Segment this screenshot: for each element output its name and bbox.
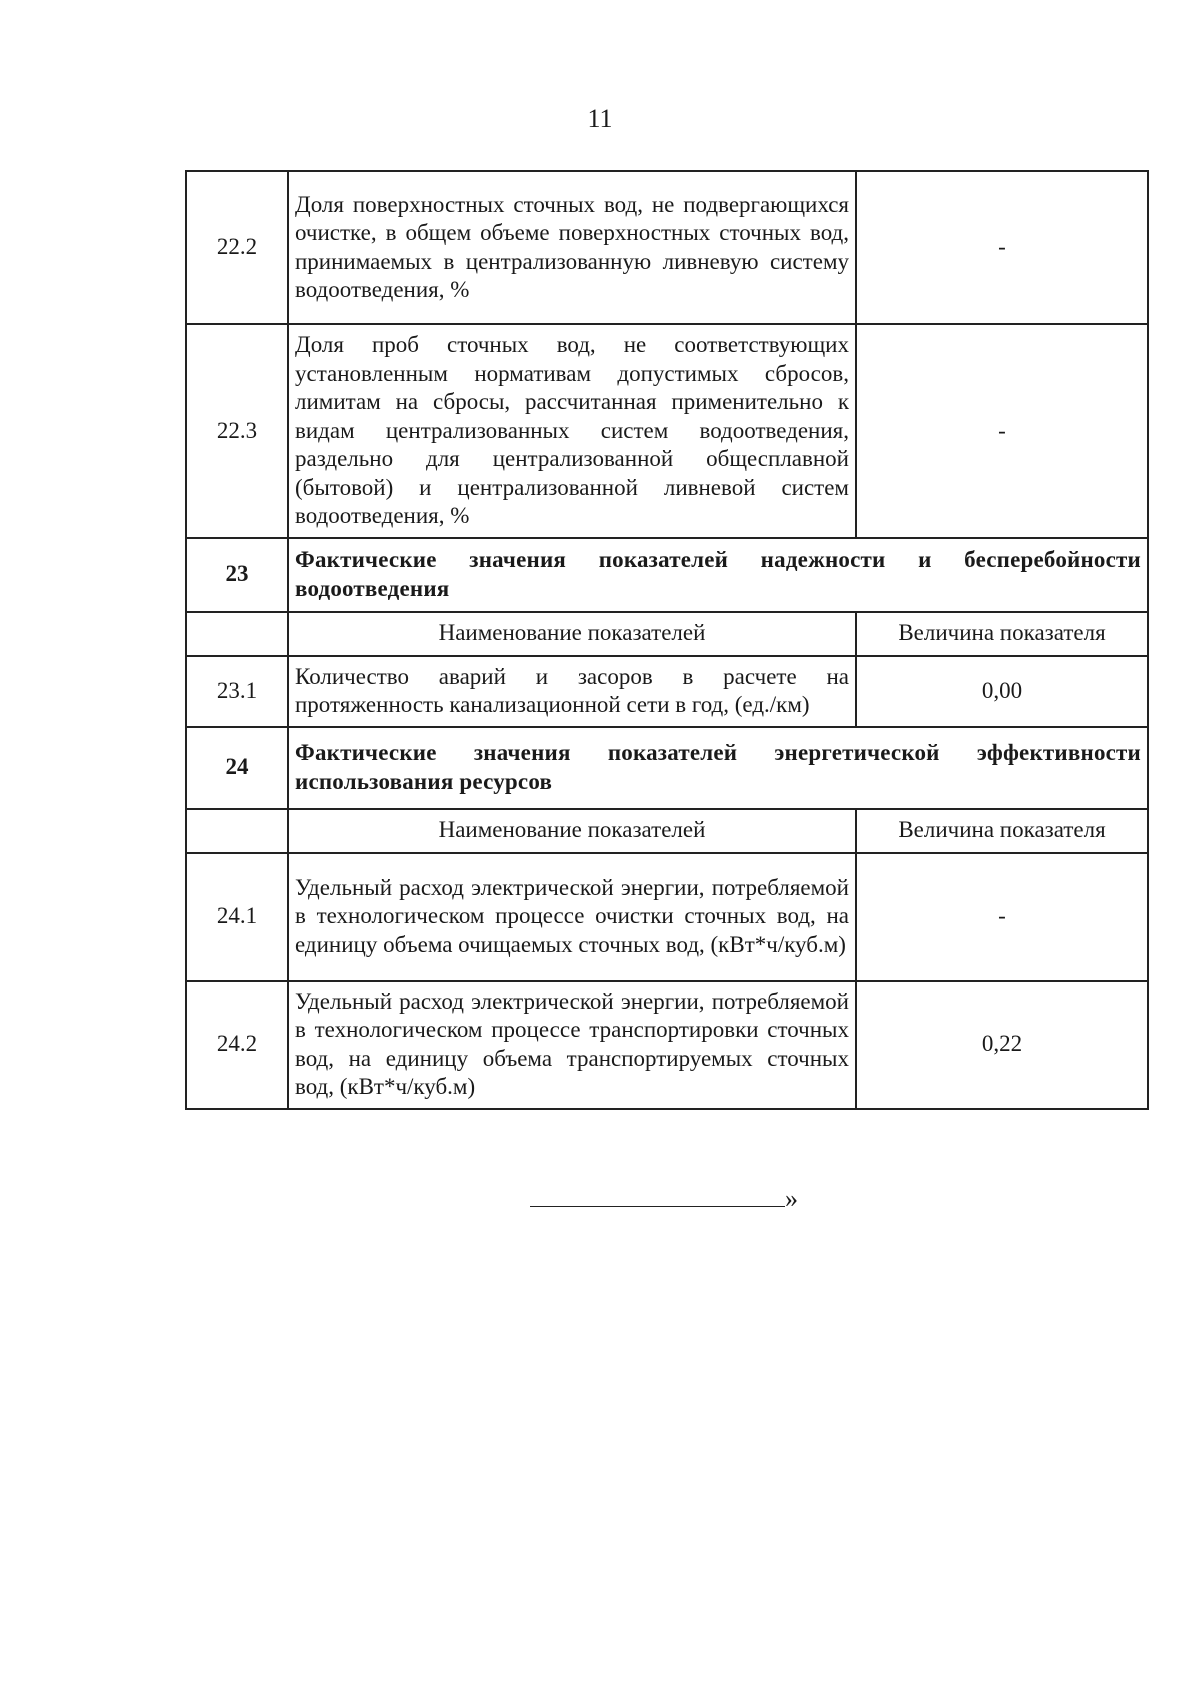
column-header-name: Наименование показателей — [288, 809, 856, 853]
header-row — [186, 809, 1148, 853]
indicators-table — [185, 170, 1149, 1110]
indicator-name: Доля поверхностных сточных вод, не подвергающихся очистке, в общем объеме поверхностных сточных вод, принимаемых в централизованную ливневую систему водоотведения, % — [288, 171, 856, 324]
indicator-name: Удельный расход электрической энергии, потребляемой в технологическом процессе очистки сточных вод, на единицу объема очищаемых сточных вод, (кВт*ч/куб.м) — [288, 853, 856, 981]
indicator-value: - — [856, 171, 1148, 324]
row-number: 23.1 — [186, 656, 288, 727]
row-number: 24.2 — [186, 981, 288, 1109]
empty-cell — [186, 612, 288, 656]
section-row — [186, 727, 1148, 809]
section-number: 23 — [186, 538, 288, 612]
column-header-value: Величина показателя — [856, 809, 1148, 853]
page-number: 11 — [587, 104, 613, 133]
indicator-value: - — [856, 324, 1148, 538]
header-row — [186, 612, 1148, 656]
indicator-name: Удельный расход электрической энергии, потребляемой в технологическом процессе транспортировки сточных вод, на единицу объема транспортируемых сточных вод, (кВт*ч/куб.м) — [288, 981, 856, 1109]
row-number: 22.2 — [186, 171, 288, 324]
row-number: 22.3 — [186, 324, 288, 538]
section-row — [186, 538, 1148, 612]
column-header-name: Наименование показателей — [288, 612, 856, 656]
indicator-value: - — [856, 853, 1148, 981]
indicator-value: 0,00 — [856, 656, 1148, 727]
indicator-name: Количество аварий и засоров в расчете на протяженность канализационной сети в год, (ед./км) — [288, 656, 856, 727]
section-title: Фактические значения показателей надежности и бесперебойности водоотведения — [288, 538, 1148, 612]
closing-mark — [530, 1184, 830, 1214]
row-number: 24.1 — [186, 853, 288, 981]
closing-line — [530, 1184, 785, 1207]
section-number: 24 — [186, 727, 288, 809]
table-row — [186, 171, 1148, 324]
table-row — [186, 324, 1148, 538]
empty-cell — [186, 809, 288, 853]
table-row — [186, 656, 1148, 727]
indicator-value: 0,22 — [856, 981, 1148, 1109]
closing-quote: » — [785, 1184, 798, 1213]
indicator-name: Доля проб сточных вод, не соответствующих установленным нормативам допустимых сбросов, лимитам на сбросы, рассчитанная применительно к видам централизованных систем водоотведения, раздельно для централизованной общесплавной (бытовой) и централизованной ливневой систем водоотведения, % — [288, 324, 856, 538]
table-row — [186, 981, 1148, 1109]
table-row — [186, 853, 1148, 981]
section-title: Фактические значения показателей энергетической эффективности использования ресурсов — [288, 727, 1148, 809]
column-header-value: Величина показателя — [856, 612, 1148, 656]
